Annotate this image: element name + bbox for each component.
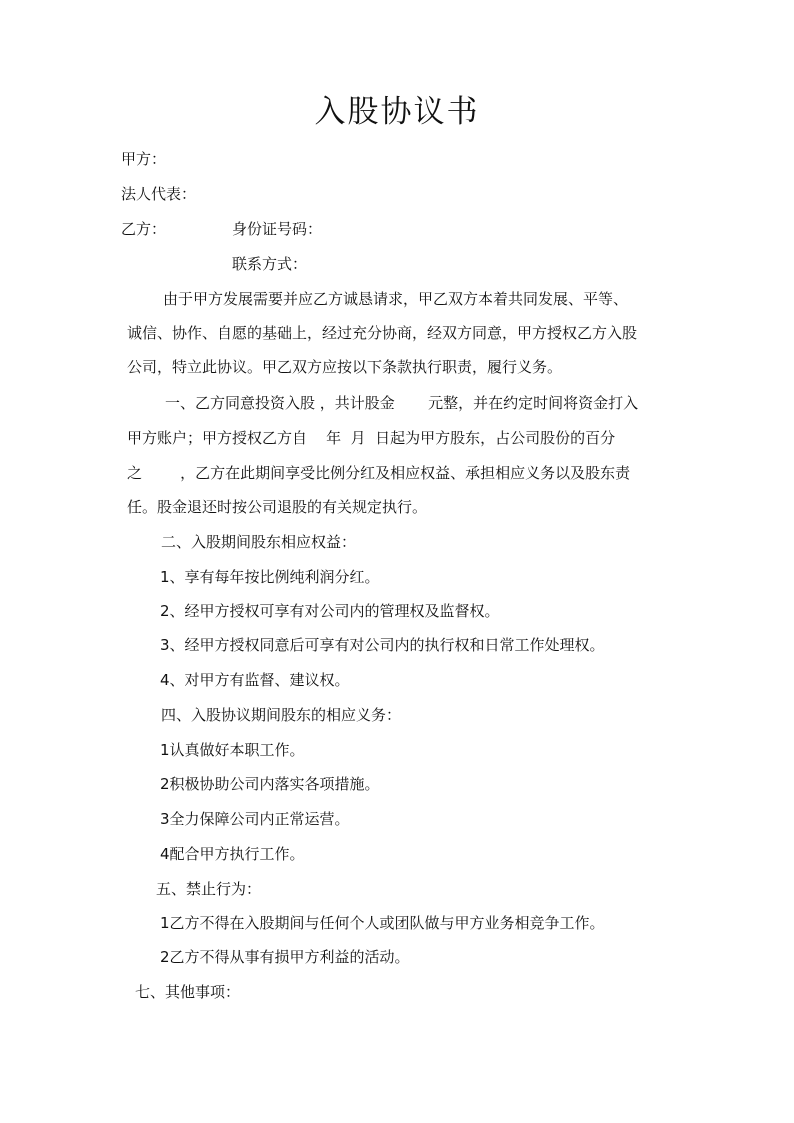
section2-item-3: 3、经甲方授权同意后可享有对公司内的执行权和日常工作处理权。 <box>160 636 605 654</box>
contact-label: 联系方式： <box>232 255 308 273</box>
id-number-label: 身份证号码： <box>232 220 323 238</box>
clause1-line-4: 任。股金退还时按公司退股的有关规定执行。 <box>127 498 428 516</box>
party-b-label: 乙方： <box>121 220 167 238</box>
intro-line-2: 诚信、协作、自愿的基础上，经过充分协商，经双方同意，甲方授权乙方入股 <box>127 324 638 342</box>
document-title: 入股协议书 <box>314 94 480 130</box>
section2-heading: 二、入股期间股东相应权益： <box>161 533 357 551</box>
section5-item-2: 2乙方不得从事有损甲方利益的活动。 <box>160 948 410 966</box>
section2-item-2: 2、经甲方授权可享有对公司内的管理权及监督权。 <box>160 602 500 620</box>
section4-heading: 四、入股协议期间股东的相应义务： <box>161 706 402 724</box>
section7-heading: 七、其他事项： <box>135 983 241 1001</box>
section2-item-1: 1、享有每年按比例纯利润分红。 <box>160 568 380 586</box>
section4-item-2: 2积极协助公司内落实各项措施。 <box>160 775 380 793</box>
legal-rep-label: 法人代表： <box>121 185 197 203</box>
clause1-line-3: 之 ，乙方在此期间享受比例分红及相应权益、承担相应义务以及股东责 <box>127 464 631 482</box>
section5-heading: 五、禁止行为： <box>156 880 262 898</box>
clause1-line-2: 甲方账户；甲方授权乙方自 年 月 日起为甲方股东，占公司股份的百分 <box>127 429 616 447</box>
section5-item-1: 1乙方不得在入股期间与任何个人或团队做与甲方业务相竞争工作。 <box>160 914 605 932</box>
section4-item-1: 1认真做好本职工作。 <box>160 741 305 759</box>
party-a-label: 甲方： <box>121 150 167 168</box>
section2-item-4: 4、对甲方有监督、建议权。 <box>160 671 350 689</box>
intro-line-3: 公司，特立此协议。甲乙双方应按以下条款执行职责，履行义务。 <box>127 358 563 376</box>
section4-item-4: 4配合甲方执行工作。 <box>160 845 305 863</box>
section4-item-3: 3全力保障公司内正常运营。 <box>160 810 350 828</box>
intro-line-1: 由于甲方发展需要并应乙方诚恳请求，甲乙双方本着共同发展、平等、 <box>163 290 629 308</box>
clause1-line-1: 一、乙方同意投资入股 ，共计股金 元整，并在约定时间将资金打入 <box>165 394 639 412</box>
